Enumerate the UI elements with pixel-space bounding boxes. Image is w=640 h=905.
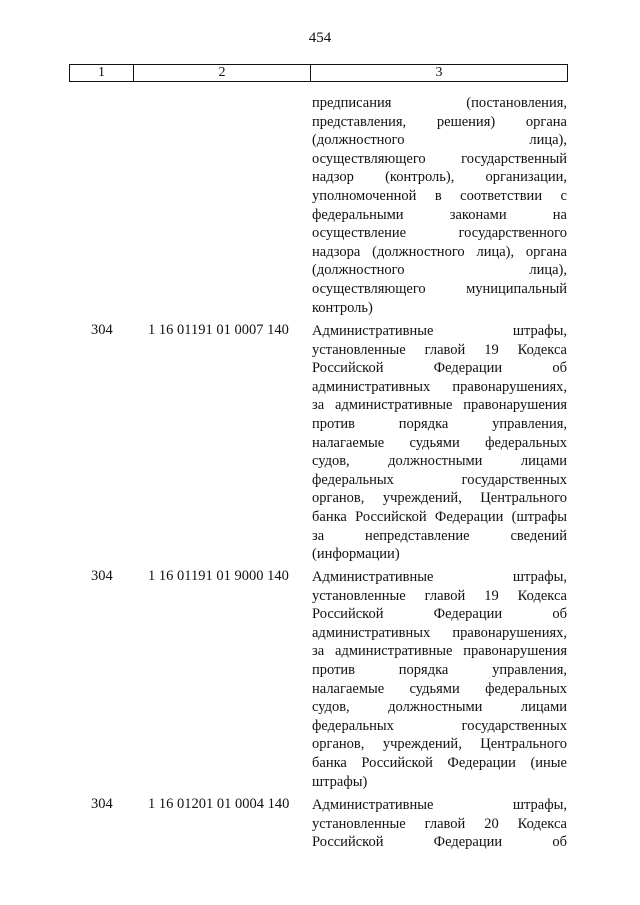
- budget-classification-code: 1 16 01191 01 9000 140: [148, 568, 289, 584]
- text-line: осуществляющего муниципальный: [312, 280, 567, 297]
- revenue-description: [312, 322, 567, 564]
- text-line: (должностного лица),: [312, 132, 567, 149]
- text-line: Административные штрафы,: [312, 569, 567, 585]
- text-line: надзора (должностного лица), органа: [312, 243, 567, 260]
- text-line: надзор (контроль), организации,: [312, 169, 567, 186]
- text-line: установленные главой 19 Кодекса: [312, 587, 567, 604]
- text-line: осуществление государственного: [312, 225, 567, 242]
- text-line: Российской Федерации об: [312, 834, 567, 851]
- text-line: против порядка управления,: [312, 661, 567, 678]
- text-line: органов, учреждений, Центрального: [312, 736, 567, 753]
- text-line: представления, решения) органа: [312, 113, 567, 130]
- header-col-2: 2: [134, 65, 311, 81]
- text-line: уполномоченной в соответствии с: [312, 187, 567, 204]
- text-line: установленные главой 19 Кодекса: [312, 341, 567, 358]
- text-line: административных правонарушениях,: [312, 378, 567, 395]
- text-line: судов, должностными лицами: [312, 699, 567, 716]
- text-line: предписания (постановления,: [312, 95, 567, 111]
- text-line: за непредставление сведений: [312, 527, 567, 544]
- text-line: против порядка управления,: [312, 415, 567, 432]
- revenue-description: [312, 796, 567, 852]
- text-line: банка Российской Федерации (иные: [312, 754, 567, 771]
- text-line: осуществляющего государственный: [312, 150, 567, 167]
- text-line: за административные правонарушения: [312, 643, 567, 660]
- text-line: налагаемые судьями федеральных: [312, 680, 567, 697]
- text-line: Российской Федерации об: [312, 360, 567, 377]
- budget-classification-code: 1 16 01191 01 0007 140: [148, 322, 289, 338]
- text-line: налагаемые судьями федеральных: [312, 434, 567, 451]
- text-line: органов, учреждений, Центрального: [312, 490, 567, 507]
- budget-classification-code: 1 16 01201 01 0004 140: [148, 796, 290, 812]
- text-line: федеральных государственных: [312, 717, 567, 734]
- continuation-text: [312, 94, 567, 317]
- text-line: (должностного лица),: [312, 262, 567, 279]
- header-col-3: 3: [435, 65, 443, 80]
- text-line: за административные правонарушения: [312, 397, 567, 414]
- admin-code: 304: [91, 322, 113, 338]
- text-line: (информации): [312, 546, 400, 563]
- table-header: [69, 64, 568, 82]
- header-col-1: 1: [70, 65, 134, 81]
- text-line: Административные штрафы,: [312, 797, 567, 813]
- text-line: установленные главой 20 Кодекса: [312, 815, 567, 832]
- text-line: судов, должностными лицами: [312, 453, 567, 470]
- text-line: административных правонарушениях,: [312, 624, 567, 641]
- admin-code: 304: [91, 796, 113, 812]
- text-line: штрафы): [312, 773, 368, 790]
- text-line: Российской Федерации об: [312, 606, 567, 623]
- page-number: 454: [308, 30, 332, 46]
- text-line: федеральными законами на: [312, 206, 567, 223]
- text-line: федеральных государственных: [312, 471, 567, 488]
- revenue-description: [312, 568, 567, 791]
- text-line: банка Российской Федерации (штрафы: [312, 508, 567, 525]
- text-line: Административные штрафы,: [312, 323, 567, 339]
- admin-code: 304: [91, 568, 113, 584]
- text-line: контроль): [312, 299, 373, 316]
